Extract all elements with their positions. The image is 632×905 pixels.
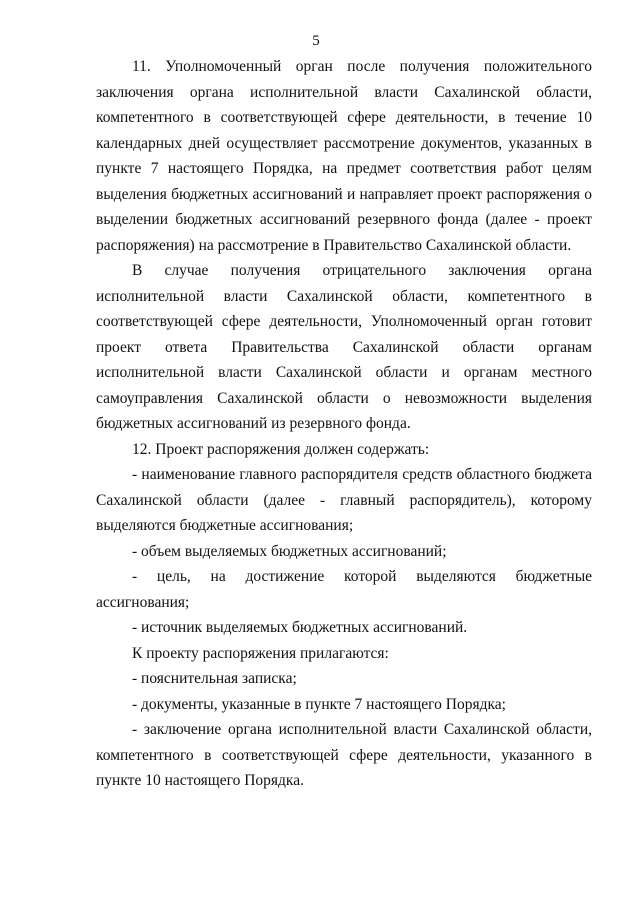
list-item-explanatory-note: - пояснительная записка; — [132, 670, 297, 687]
list-item-conclusion: - заключение органа исполнительной власти Сахалинской области, компетентного в соответствующей сфере деятельности, указанного в пункте 10 настоящего Порядка. — [96, 721, 592, 789]
list-item-source: - источник выделяемых бюджетных ассигнований. — [132, 619, 468, 636]
paragraph-attachments-heading: К проекту распоряжения прилагаются: — [132, 644, 389, 662]
paragraph-11: 11. Уполномоченный орган после получения положительного заключения органа исполнительной власти Сахалинской области, компетентного в соответствующей сфере деятельности, в течение 10 календарных дней осуществляет рассмотрение документов, указанных в пункте 7 настоящего Порядка, на предмет соответствия работ целям выделения бюджетных ассигнований и направляет проект распоряжения о выделении бюджетных ассигнований резервного фонда (далее - проект распоряжения) на рассмотрение в Правительство Сахалинской области. — [96, 58, 592, 254]
list-item-documents: - документы, указанные в пункте 7 настоящего Порядка; — [132, 695, 506, 713]
paragraph-negative-conclusion: В случае получения отрицательного заключения органа исполнительной власти Сахалинской области, компетентного в соответствующей сфере деятельности, Уполномоченный орган готовит проект ответа Правительства Сахалинской области органам исполнительной власти Сахалинской области и органам местного самоуправления Сахалинской области о невозможности выделения бюджетных ассигнований из резервного фонда. — [96, 262, 592, 432]
list-item-amount: - объем выделяемых бюджетных ассигнований; — [132, 542, 447, 560]
list-item-manager-name: - наименование главного распорядителя средств областного бюджета Сахалинской области (далее - главный распорядитель), которому выделяются бюджетные ассигнования; — [96, 466, 592, 534]
page-number: 5 — [312, 33, 320, 49]
paragraph-12-heading: 12. Проект распоряжения должен содержать: — [132, 440, 430, 458]
document-body — [96, 54, 592, 794]
list-item-purpose: - цель, на достижение которой выделяются бюджетные ассигнования; — [96, 568, 592, 611]
